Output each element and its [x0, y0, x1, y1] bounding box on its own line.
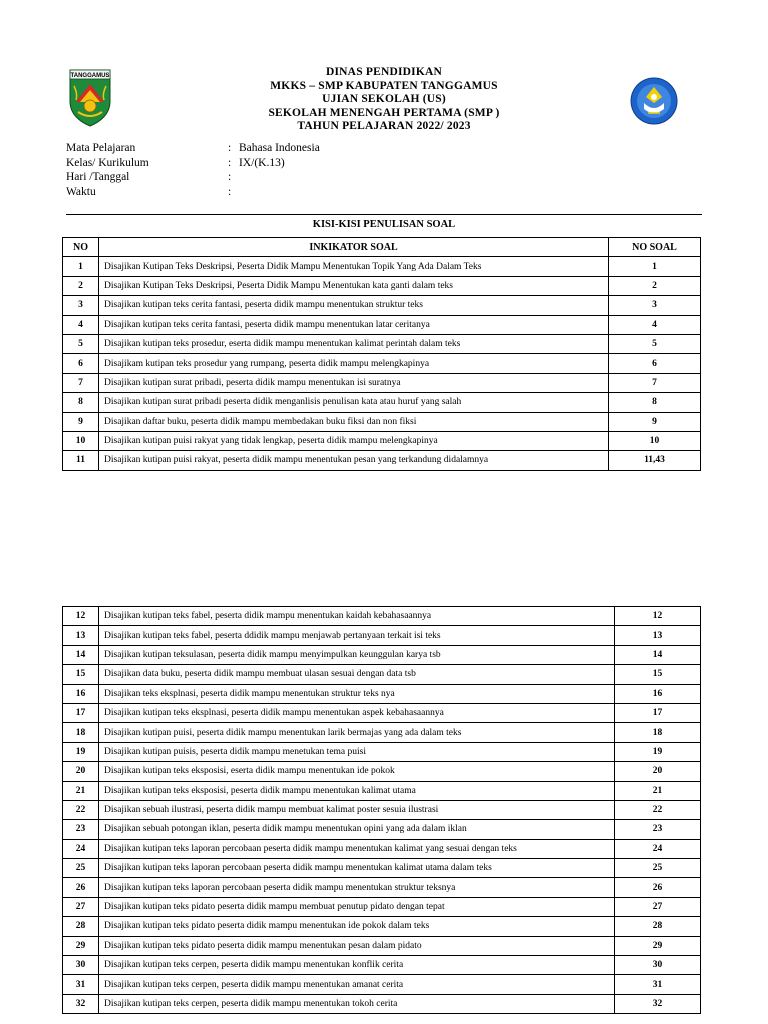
no-soal-cell: 14: [615, 645, 701, 664]
indikator-cell: Disajikan kutipan puisi, peserta didik mampu menentukan larik bermajas yang ada dalam teks: [99, 723, 615, 742]
indikator-cell: Disajikan sebuah potongan iklan, peserta didik mampu menentukan opini yang ada dalam iklan: [99, 820, 615, 839]
indikator-cell: Disajikan kutipan teks laporan percobaan peserta didik mampu menentukan struktur teksnya: [99, 878, 615, 897]
indikator-cell: Disajikan kutipan puisis, peserta didik mampu menetukan tema puisi: [99, 742, 615, 761]
indikator-cell: Disajikan kutipan teks pidato peserta didik mampu menentukan pesan dalam pidato: [99, 936, 615, 955]
meta-colon: :: [228, 171, 232, 183]
table-row: [63, 626, 701, 645]
no-soal-cell: 13: [615, 626, 701, 645]
indikator-cell: Disajikan kutipan teks cerita fantasi, peserta didik mampu menentukan latar ceritanya: [99, 315, 609, 334]
no-soal-cell: 18: [615, 723, 701, 742]
indikator-cell: Disajikan kutipan teks cerpen, peserta didik mampu menentukan konflik cerita: [99, 956, 615, 975]
no-soal-cell: 9: [609, 412, 701, 431]
no-soal-cell: 30: [615, 956, 701, 975]
table-row: [63, 742, 701, 761]
table-row: [63, 703, 701, 722]
table-row: [63, 684, 701, 703]
table-row: [63, 762, 701, 781]
table-row: [63, 276, 701, 295]
indikator-cell: Disajikan kutipan teks cerpen, peserta didik mampu menentukan amanat cerita: [99, 975, 615, 994]
indikator-cell: Disajikan kutipan puisi rakyat yang tidak lengkap, peserta didik mampu melengkapinya: [99, 431, 609, 450]
indikator-cell: Disajikan kutipan teks eksposisi, peserta didik mampu menentukan kalimat utama: [99, 781, 615, 800]
no-soal-cell: 21: [615, 781, 701, 800]
row-number: 25: [63, 859, 99, 878]
row-number: 7: [63, 373, 99, 392]
indikator-cell: Disajikan kutipan teks eksposisi, eserta didik mampu menentukan ide pokok: [99, 762, 615, 781]
table-row: [63, 859, 701, 878]
no-soal-cell: 19: [615, 742, 701, 761]
no-soal-cell: 10: [609, 431, 701, 450]
header-no: NO: [63, 238, 99, 257]
row-number: 6: [63, 354, 99, 373]
row-number: 29: [63, 936, 99, 955]
indikator-cell: Disajikan kutipan teks pidato peserta didik mampu membuat penutup pidato dengan tepat: [99, 897, 615, 916]
row-number: 5: [63, 334, 99, 353]
no-soal-cell: 6: [609, 354, 701, 373]
row-number: 4: [63, 315, 99, 334]
no-soal-cell: 20: [615, 762, 701, 781]
table-row: [63, 956, 701, 975]
table-header-row: [63, 238, 701, 257]
indikator-cell: Disajikan daftar buku, peserta didik mampu membedakan buku fiksi dan non fiksi: [99, 412, 609, 431]
no-soal-cell: 26: [615, 878, 701, 897]
row-number: 2: [63, 276, 99, 295]
kisi-table-1: [62, 237, 701, 471]
no-soal-cell: 22: [615, 800, 701, 819]
table-row: [63, 781, 701, 800]
no-soal-cell: 27: [615, 897, 701, 916]
indikator-cell: Disajikan kutipan teks fabel, peserta didik mampu menentukan kaidah kebahasaannya: [99, 607, 615, 626]
row-number: 22: [63, 800, 99, 819]
table-row: [63, 296, 701, 315]
row-number: 18: [63, 723, 99, 742]
table-row: [63, 373, 701, 392]
no-soal-cell: 16: [615, 684, 701, 703]
no-soal-cell: 24: [615, 839, 701, 858]
no-soal-cell: 32: [615, 994, 701, 1013]
table-row: [63, 393, 701, 412]
no-soal-cell: 1: [609, 257, 701, 276]
indikator-cell: Disajikan kutipan teks cerpen, peserta didik mampu menentukan tokoh cerita: [99, 994, 615, 1013]
no-soal-cell: 3: [609, 296, 701, 315]
table-row: [63, 665, 701, 684]
meta-value: Bahasa Indonesia: [239, 142, 320, 154]
indikator-cell: Disajikan kutipan teks cerita fantasi, peserta didik mampu menentukan struktur teks: [99, 296, 609, 315]
row-number: 24: [63, 839, 99, 858]
header-line-1: DINAS PENDIDIKAN: [326, 66, 442, 78]
indikator-cell: Disajikan kutipan teks laporan percobaan peserta didik mampu menentukan kalimat yang sesuai dengan teks: [99, 839, 615, 858]
table-row: [63, 354, 701, 373]
table-row: [63, 917, 701, 936]
header-line-3: UJIAN SEKOLAH (US): [322, 93, 446, 105]
no-soal-cell: 11,43: [609, 451, 701, 470]
no-soal-cell: 31: [615, 975, 701, 994]
header-line-2: MKKS – SMP KABUPATEN TANGGAMUS: [270, 79, 498, 92]
row-number: 26: [63, 878, 99, 897]
header-indikator: INKIKATOR SOAL: [99, 238, 609, 257]
row-number: 19: [63, 742, 99, 761]
row-number: 1: [63, 257, 99, 276]
row-number: 16: [63, 684, 99, 703]
indikator-cell: Disajikan kutipan puisi rakyat, peserta didik mampu menentukan pesan yang terkandung didalamnya: [99, 451, 609, 470]
table-row: [63, 257, 701, 276]
table-row: [63, 878, 701, 897]
row-number: 3: [63, 296, 99, 315]
no-soal-cell: 4: [609, 315, 701, 334]
row-number: 17: [63, 703, 99, 722]
meta-colon: :: [228, 142, 232, 154]
row-number: 13: [63, 626, 99, 645]
no-soal-cell: 7: [609, 373, 701, 392]
row-number: 30: [63, 956, 99, 975]
table-row: [63, 839, 701, 858]
kisi-title: KISI-KISI PENULISAN SOAL: [312, 219, 456, 230]
table-body-1: [63, 257, 701, 470]
indikator-cell: Disajikan Kutipan Teks Deskripsi, Peserta Didik Mampu Menentukan kata ganti dalam teks: [99, 276, 609, 295]
indikator-cell: Disajikan kutipan teks fabel, peserta ddidik mampu menjawab pertanyaan terkait isi teks: [99, 626, 615, 645]
row-number: 12: [63, 607, 99, 626]
meta-colon: :: [228, 185, 232, 198]
table-row: [63, 723, 701, 742]
header-line-5: TAHUN PELAJARAN 2022/ 2023: [297, 120, 471, 132]
table-row: [63, 936, 701, 955]
no-soal-cell: 28: [615, 917, 701, 936]
table-row: [63, 431, 701, 450]
indikator-cell: Disajikan kutipan surat pribadi peserta didik menganlisis penulisan kata atau huruf yang salah: [99, 393, 609, 412]
no-soal-cell: 23: [615, 820, 701, 839]
table-row: [63, 334, 701, 353]
indikator-cell: Disajikan kutipan teks pidato peserta didik mampu menentukan ide pokok dalam teks: [99, 917, 615, 936]
meta-label: Kelas/ Kurikulum: [66, 156, 149, 169]
meta-label: Waktu: [66, 185, 96, 198]
indikator-cell: Disajikan kutipan teks prosedur, eserta didik mampu menentukan kalimat perintah dalam teks: [99, 334, 609, 353]
no-soal-cell: 25: [615, 859, 701, 878]
indikator-cell: Disajikam kutipan teks prosedur yang rumpang, peserta didik mampu melengkapinya: [99, 354, 609, 373]
indikator-cell: Disajikan kutipan teks laporan percobaan peserta didik mampu menentukan kalimat utama dalam teks: [99, 859, 615, 878]
table-row: [63, 994, 701, 1013]
header-no-soal: NO SOAL: [609, 238, 701, 257]
table-row: [63, 607, 701, 626]
logo-text: TANGGAMUS: [70, 73, 110, 79]
indikator-cell: Disajikan Kutipan Teks Deskripsi, Peserta Didik Mampu Menentukan Topik Yang Ada Dalam Teks: [99, 257, 609, 276]
no-soal-cell: 5: [609, 334, 701, 353]
meta-label: Mata Pelajaran: [66, 142, 136, 154]
row-number: 31: [63, 975, 99, 994]
indikator-cell: Disajikan teks eksplnasi, peserta didik mampu menentukan struktur teks nya: [99, 684, 615, 703]
indikator-cell: Disajikan data buku, peserta didik mampu membuat ulasan sesuai dengan data tsb: [99, 665, 615, 684]
no-soal-cell: 17: [615, 703, 701, 722]
indikator-cell: Disajikan kutipan surat pribadi, peserta didik mampu menentukan isi suratnya: [99, 373, 609, 392]
meta-value: IX/(K.13): [239, 156, 285, 169]
table-row: [63, 315, 701, 334]
row-number: 11: [63, 451, 99, 470]
row-number: 32: [63, 994, 99, 1013]
table-row: [63, 412, 701, 431]
indikator-cell: Disajikan kutipan teks eksplnasi, peserta didik mampu menentukan aspek kebahasaannya: [99, 703, 615, 722]
row-number: 14: [63, 645, 99, 664]
row-number: 10: [63, 431, 99, 450]
row-number: 27: [63, 897, 99, 916]
row-number: 21: [63, 781, 99, 800]
row-number: 9: [63, 412, 99, 431]
table-row: [63, 975, 701, 994]
row-number: 15: [63, 665, 99, 684]
no-soal-cell: 12: [615, 607, 701, 626]
indikator-cell: Disajikan sebuah ilustrasi, peserta didik mampu membuat kalimat poster sesuia ilustrasi: [99, 800, 615, 819]
table-row: [63, 820, 701, 839]
kisi-table-2: [62, 606, 701, 1014]
table-row: [63, 800, 701, 819]
table-body-2: [63, 607, 701, 1014]
table-row: [63, 897, 701, 916]
document-header: [0, 66, 768, 134]
indikator-cell: Disajikan kutipan teksulasan, peserta didik mampu menyimpulkan keunggulan karya tsb: [99, 645, 615, 664]
no-soal-cell: 29: [615, 936, 701, 955]
divider: [66, 214, 702, 215]
meta-colon: :: [228, 156, 232, 169]
no-soal-cell: 2: [609, 276, 701, 295]
no-soal-cell: 8: [609, 393, 701, 412]
header-line-4: SEKOLAH MENENGAH PERTAMA (SMP ): [268, 106, 500, 119]
no-soal-cell: 15: [615, 665, 701, 684]
row-number: 8: [63, 393, 99, 412]
table-row: [63, 645, 701, 664]
table-row: [63, 451, 701, 470]
row-number: 20: [63, 762, 99, 781]
meta-label: Hari /Tanggal: [66, 171, 130, 183]
row-number: 28: [63, 917, 99, 936]
row-number: 23: [63, 820, 99, 839]
